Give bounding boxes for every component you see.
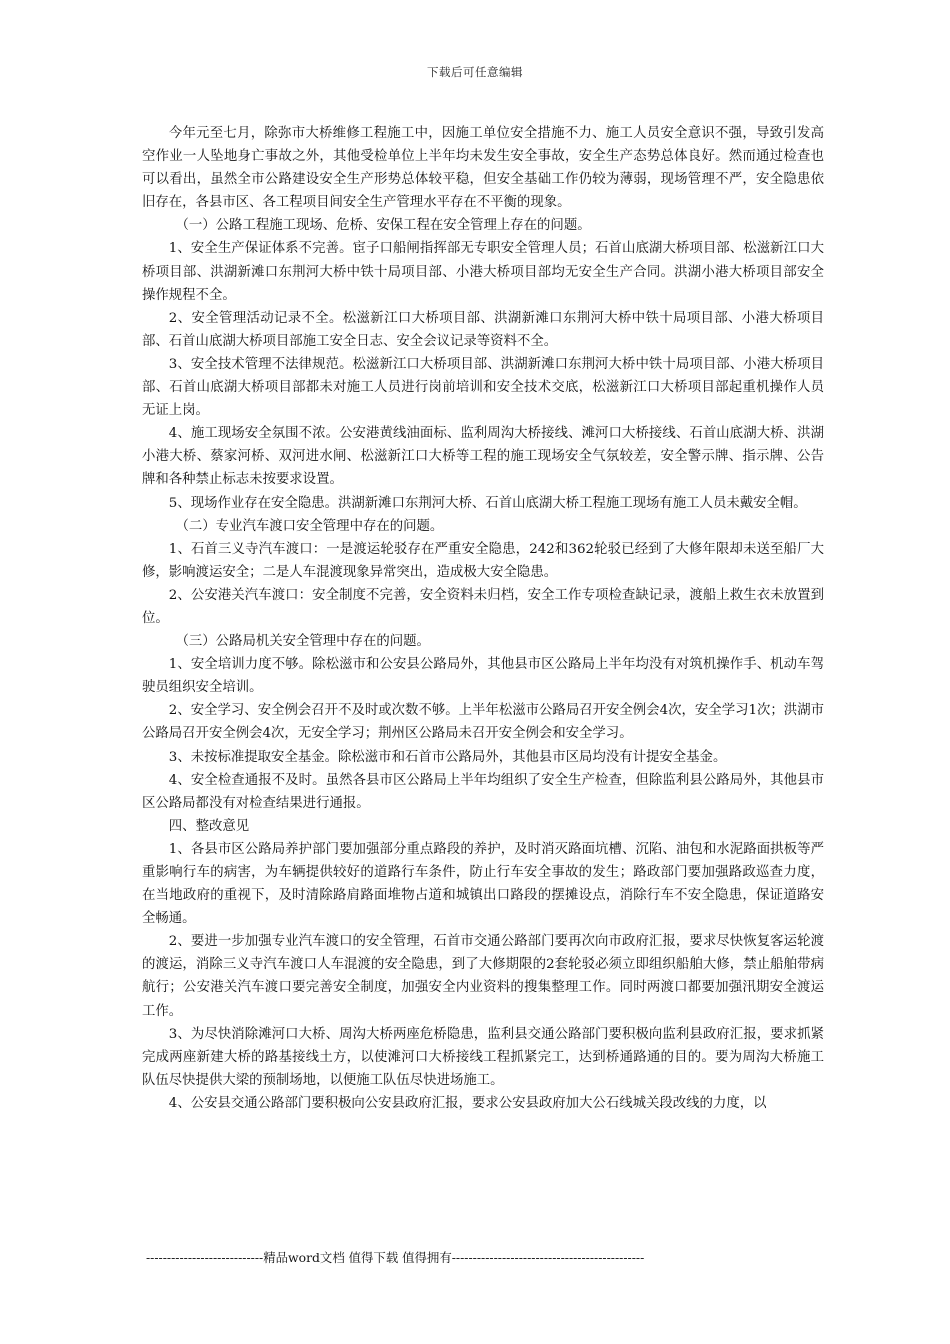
body-paragraph: 1、石首三义寺汽车渡口：一是渡运轮驳存在严重安全隐患，242和362轮驳已经到了大修年限却未送至船厂大修，影响渡运安全；二是人车混渡现象异常突出，造成极大安全隐患。 xyxy=(142,541,824,580)
body-paragraph: 5、现场作业存在安全隐患。洪湖新滩口东荆河大桥、石首山底湖大桥工程施工现场有施工人员未戴安全帽。 xyxy=(168,495,807,511)
body-paragraph: 2、公安港关汽车渡口：安全制度不完善，安全资料未归档，安全工作专项检查缺记录，渡船上救生衣未放置到位。 xyxy=(142,587,824,626)
body-paragraph: 4、安全检查通报不及时。虽然各县市区公路局上半年均组织了安全生产检查，但除监利县公路局外，其他县市区公路局都没有对检查结果进行通报。 xyxy=(142,772,824,811)
body-paragraph: 3、为尽快消除滩河口大桥、周沟大桥两座危桥隐患，监利县交通公路部门要积极向监利县政府汇报，要求抓紧完成两座新建大桥的路基接线土方，以使滩河口大桥接线工程抓紧完工，达到桥通路通的目的。要为周沟大桥施工队伍尽快提供大梁的预制场地，以便施工队伍尽快进场施工。 xyxy=(142,1026,824,1088)
body-paragraph: 1、安全生产保证体系不完善。宦子口船闸指挥部无专职安全管理人员；石首山底湖大桥项目部、松滋新江口大桥项目部、洪湖新滩口东荆河大桥中铁十局项目部、小港大桥项目部均无安全生产合同。洪湖小港大桥项目部安全操作规程不全。 xyxy=(142,241,824,303)
page-footer: ----------------------------精品word文档 值得下载 值得拥有---------------------------------------------- xyxy=(146,1250,645,1265)
body-paragraph: 2、安全管理活动记录不全。松滋新江口大桥项目部、洪湖新滩口东荆河大桥中铁十局项目部、小港大桥项目部、石首山底湖大桥项目部施工安全日志、安全会议记录等资料不全。 xyxy=(142,310,824,349)
body-paragraph: 今年元至七月，除弥市大桥维修工程施工中，因施工单位安全措施不力、施工人员安全意识不强，导致引发高空作业一人坠地身亡事故之外，其他受检单位上半年均未发生安全事故，安全生产态势总体良好。然而通过检查也可以看出，虽然全市公路建设安全生产形势总体较平稳，但安全基础工作仍较为薄弱，现场管理不严，安全隐患依旧存在，各县市区、各工程项目间安全生产管理水平存在不平衡的现象。 xyxy=(142,126,824,211)
body-paragraph: 3、未按标准提取安全基金。除松滋市和石首市公路局外，其他县市区局均没有计提安全基金。 xyxy=(168,749,727,765)
body-paragraph: 4、施工现场安全氛围不浓。公安港黄线油面标、监利周沟大桥接线、滩河口大桥接线、石首山底湖大桥、洪湖小港大桥、蔡家河桥、双河进水闸、松滋新江口大桥等工程的施工现场安全气氛较差，安全警示牌、指示牌、公告牌和各种禁止标志未按要求设置。 xyxy=(142,426,824,488)
section-heading: （二）专业汽车渡口安全管理中存在的问题。 xyxy=(175,518,444,534)
body-paragraph: 1、安全培训力度不够。除松滋市和公安县公路局外，其他县市区公路局上半年均没有对筑机操作手、机动车驾驶员组织安全培训。 xyxy=(142,657,824,696)
section-heading: （三）公路局机关安全管理中存在的问题。 xyxy=(175,634,430,650)
section-heading: （一）公路工程施工现场、危桥、安保工程在安全管理上存在的问题。 xyxy=(175,218,591,234)
body-paragraph: 2、要进一步加强专业汽车渡口的安全管理，石首市交通公路部门要再次向市政府汇报，要求尽快恢复客运轮渡的渡运，消除三义寺汽车渡口人车混渡的安全隐患，到了大修期限的2套轮驳必须立即组织船舶大修，禁止船舶带病航行；公安港关汽车渡口要完善安全制度，加强安全内业资料的搜集整理工作。同时两渡口都要加强汛期安全渡运工作。 xyxy=(142,934,824,1019)
body-paragraph: 4、公安县交通公路部门要积极向公安县政府汇报，要求公安县政府加大公石线城关段改线的力度，以 xyxy=(168,1095,767,1111)
body-paragraph: 四、整改意见 xyxy=(168,818,250,834)
body-paragraph: 2、安全学习、安全例会召开不及时或次数不够。上半年松滋市公路局召开安全例会4次，安全学习1次；洪湖市公路局召开安全例会4次，无安全学习；荆州区公路局未召开安全例会和安全学习。 xyxy=(142,703,824,742)
document-body xyxy=(142,122,824,1115)
body-paragraph: 1、各县市区公路局养护部门要加强部分重点路段的养护，及时消灭路面坑槽、沉陷、油包和水泥路面拱板等严重影响行车的病害，为车辆提供较好的道路行车条件，防止行车安全事故的发生；路政部门要加强路政巡查力度，在当地政府的重视下，及时清除路肩路面堆物占道和城镇出口路段的摆摊设点，消除行车不安全隐患，保证道路安全畅通。 xyxy=(142,841,824,927)
page-header: 下载后可任意编辑 xyxy=(427,65,523,79)
body-paragraph: 3、安全技术管理不法律规范。松滋新江口大桥项目部、洪湖新滩口东荆河大桥中铁十局项目部、小港大桥项目部、石首山底湖大桥项目部都未对施工人员进行岗前培训和安全技术交底，松滋新江口大桥项目部起重机操作人员无证上岗。 xyxy=(142,356,824,419)
